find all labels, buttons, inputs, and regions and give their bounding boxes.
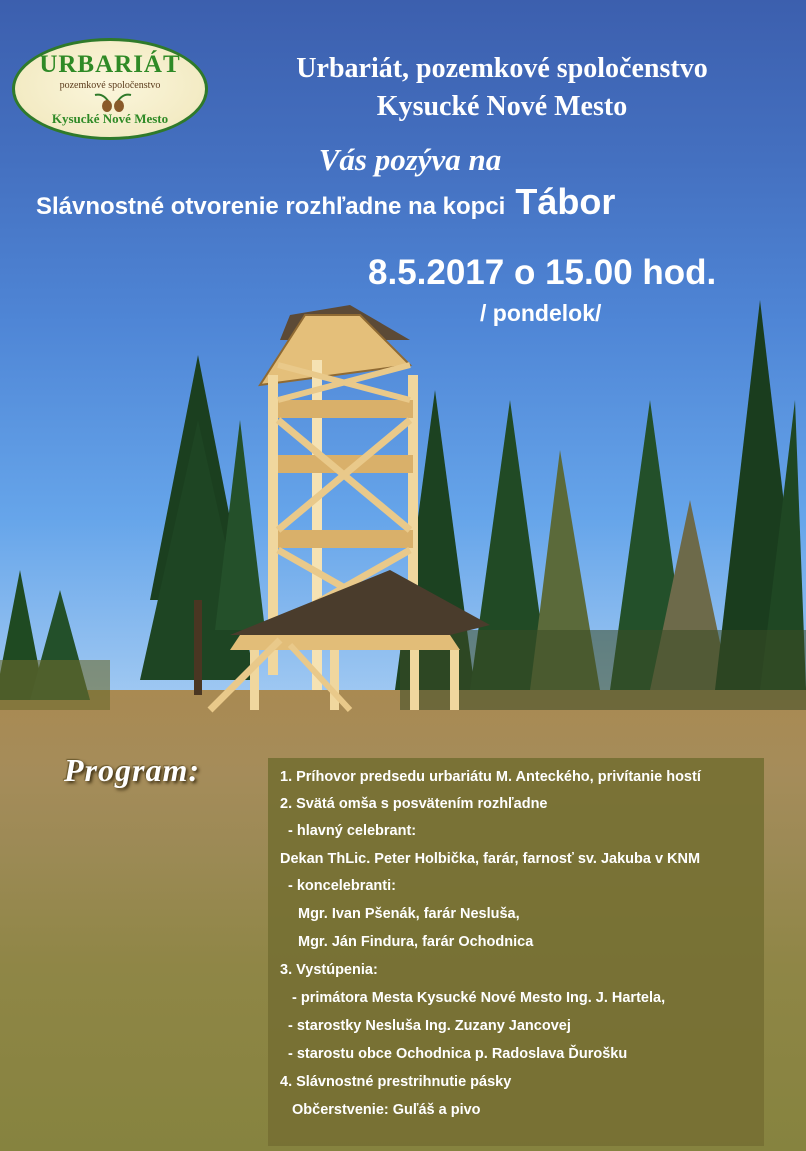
place-name: Tábor xyxy=(515,181,616,222)
program-line: Občerstvenie: Guľáš a pivo xyxy=(292,1102,481,1118)
program-line: 3. Vystúpenia: xyxy=(280,962,378,978)
event-weekday: / pondelok/ xyxy=(480,300,602,326)
invitation-text: Vás pozýva na xyxy=(318,142,502,177)
program-line: - starostky Nesluša Ing. Zuzany Jancovej xyxy=(288,1018,571,1034)
urbariat-logo xyxy=(12,38,208,140)
program-line: 4. Slávnostné prestrihnutie pásky xyxy=(280,1074,512,1090)
org-line-1: Urbariát, pozemkové spoločenstvo xyxy=(296,53,708,84)
program-line: Dekan ThLic. Peter Holbička, farár, farnosť sv. Jakuba v KNM xyxy=(280,851,701,867)
program-box xyxy=(268,758,764,1146)
observation-tower xyxy=(200,305,500,715)
program-line: - starostu obce Ochodnica p. Radoslava Ďurošku xyxy=(288,1046,628,1062)
event-title: Slávnostné otvorenie rozhľadne na kopci xyxy=(36,193,506,220)
program-line: Mgr. Ján Findura, farár Ochodnica xyxy=(298,934,534,950)
logo-top-text: URBARIÁT xyxy=(39,51,181,78)
program-line: - koncelebranti: xyxy=(288,878,396,894)
program-line: - hlavný celebrant: xyxy=(288,823,417,839)
org-line-2: Kysucké Nové Mesto xyxy=(376,91,628,122)
program-line: 2. Svätá omša s posvätením rozhľadne xyxy=(280,796,548,812)
logo-middle-text: pozemkové spoločenstvo xyxy=(59,80,161,91)
event-headline xyxy=(36,181,796,223)
program-title: Program: xyxy=(64,752,200,788)
pine-cones-icon xyxy=(93,91,133,113)
program-line: - primátora Mesta Kysucké Nové Mesto Ing. J. Hartela, xyxy=(292,990,666,1006)
program-line: Mgr. Ivan Pšenák, farár Nesluša, xyxy=(298,906,520,922)
event-datetime: 8.5.2017 o 15.00 hod. xyxy=(368,253,717,292)
program-line: 1. Príhovor predsedu urbariátu M. Anteckého, privítanie hostí xyxy=(280,769,701,785)
logo-bottom-text: Kysucké Nové Mesto xyxy=(51,111,169,126)
organization-name xyxy=(222,50,782,126)
